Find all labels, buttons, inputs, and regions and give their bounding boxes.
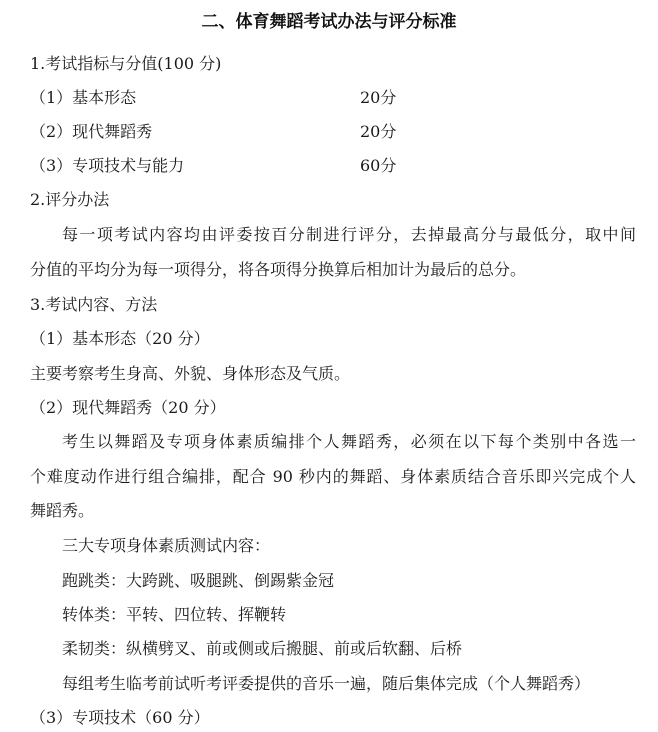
fitness-category-jump: 跑跳类：大跨跳、吸腿跳、倒踢紫金冠: [62, 571, 335, 590]
score-item-1: [30, 90, 430, 106]
score-item-value: 60分: [360, 156, 397, 175]
score-item-value: 20分: [360, 122, 397, 141]
subsection-technique: （3）专项技术（60 分）: [30, 708, 210, 727]
section-2-heading: 2.评分办法: [30, 190, 110, 209]
score-item-3: [30, 158, 430, 174]
section-3-heading: 3.考试内容、方法: [30, 295, 158, 314]
basic-form-text: 主要考察考生身高、外貌、身体形态及气质。: [30, 364, 351, 383]
fitness-category-flexibility: 柔韧类：纵横劈叉、前或侧或后搬腿、前或后软翻、后桥: [62, 639, 463, 658]
score-item-label: （2）现代舞蹈秀: [30, 122, 153, 141]
score-item-2: [30, 124, 430, 140]
scoring-paragraph-line-2: 分值的平均分为每一项得分，将各项得分换算后相加计为最后的总分。: [30, 260, 527, 279]
dance-show-paragraph-line-1: 考生以舞蹈及专项身体素质编排个人舞蹈秀，必须在以下每个类别中各选一: [62, 432, 636, 451]
scoring-paragraph-line-1: 每一项考试内容均由评委按百分制进行评分，去掉最高分与最低分，取中间: [62, 225, 636, 244]
document-title: 二、体育舞蹈考试办法与评分标准: [201, 12, 457, 32]
fitness-category-turn: 转体类：平转、四位转、挥鞭转: [62, 605, 287, 624]
score-item-label: （1）基本形态: [30, 88, 137, 107]
dance-show-paragraph-line-3: 舞蹈秀。: [30, 501, 95, 520]
section-1-heading: 1.考试指标与分值(100 分): [30, 54, 222, 73]
subsection-basic-form: （1）基本形态（20 分）: [30, 329, 210, 348]
subsection-dance-show: （2）现代舞蹈秀（20 分）: [30, 398, 226, 417]
score-item-label: （3）专项技术与能力: [30, 156, 185, 175]
fitness-test-title: 三大专项身体素质测试内容：: [62, 536, 271, 555]
music-note: 每组考生临考前试听考评委提供的音乐一遍，随后集体完成（个人舞蹈秀）: [62, 674, 591, 693]
score-item-value: 20分: [360, 88, 397, 107]
dance-show-paragraph-line-2: 个难度动作进行组合编排，配合 90 秒内的舞蹈、身体素质结合音乐即兴完成个人: [30, 467, 636, 486]
